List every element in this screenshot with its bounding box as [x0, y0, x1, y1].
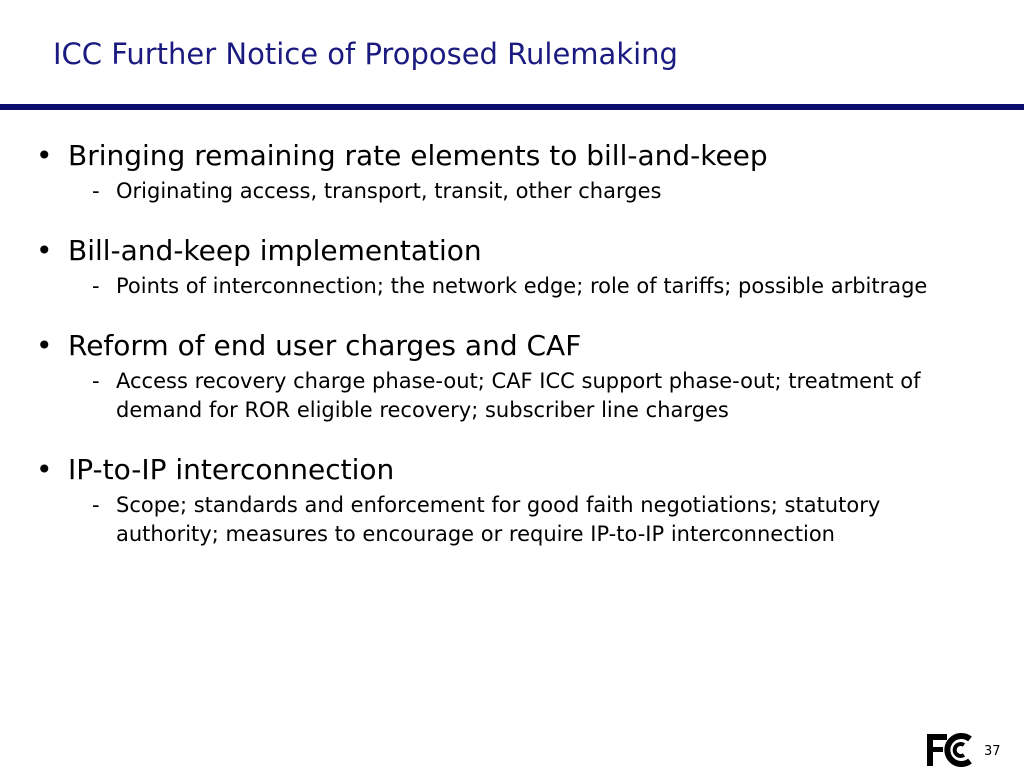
- bullet-item: [36, 449, 996, 549]
- bullet-text: Bringing remaining rate elements to bill-and-keep: [68, 139, 768, 172]
- bullet-marker: •: [36, 139, 53, 172]
- sub-list: [68, 177, 996, 206]
- bullet-text: IP-to-IP interconnection: [68, 453, 395, 486]
- sub-item: [68, 177, 996, 206]
- bullet-marker: •: [36, 329, 53, 362]
- bullet-list: [36, 135, 996, 573]
- page-number: 37: [984, 744, 1001, 759]
- sub-list: [68, 491, 996, 549]
- sub-marker: -: [92, 493, 100, 517]
- bullet-item: [36, 135, 996, 206]
- sub-marker: -: [92, 274, 100, 298]
- title-divider: [0, 104, 1024, 110]
- sub-marker: -: [92, 369, 100, 393]
- slide-title: ICC Further Notice of Proposed Rulemaking: [53, 37, 678, 71]
- bullet-marker: •: [36, 453, 53, 486]
- sub-text: Originating access, transport, transit, other charges: [116, 179, 662, 203]
- bullet-item: [36, 230, 996, 301]
- sub-list: [68, 272, 996, 301]
- sub-item: [68, 367, 996, 425]
- sub-list: [68, 367, 996, 425]
- sub-text: Access recovery charge phase-out; CAF ICC support phase-out; treatment of demand for ROR eligible recovery; subscriber line charges: [116, 369, 921, 422]
- bullet-marker: •: [36, 234, 53, 267]
- sub-text: Scope; standards and enforcement for good faith negotiations; statutory authority; measures to encourage or require IP-to-IP interconnection: [116, 493, 881, 546]
- fcc-logo: [926, 730, 976, 770]
- sub-marker: -: [92, 179, 100, 203]
- bullet-text: Bill-and-keep implementation: [68, 234, 482, 267]
- sub-item: [68, 272, 996, 301]
- bullet-text: Reform of end user charges and CAF: [68, 329, 582, 362]
- sub-text: Points of interconnection; the network edge; role of tariffs; possible arbitrage: [116, 274, 928, 298]
- sub-item: [68, 491, 996, 549]
- bullet-item: [36, 325, 996, 425]
